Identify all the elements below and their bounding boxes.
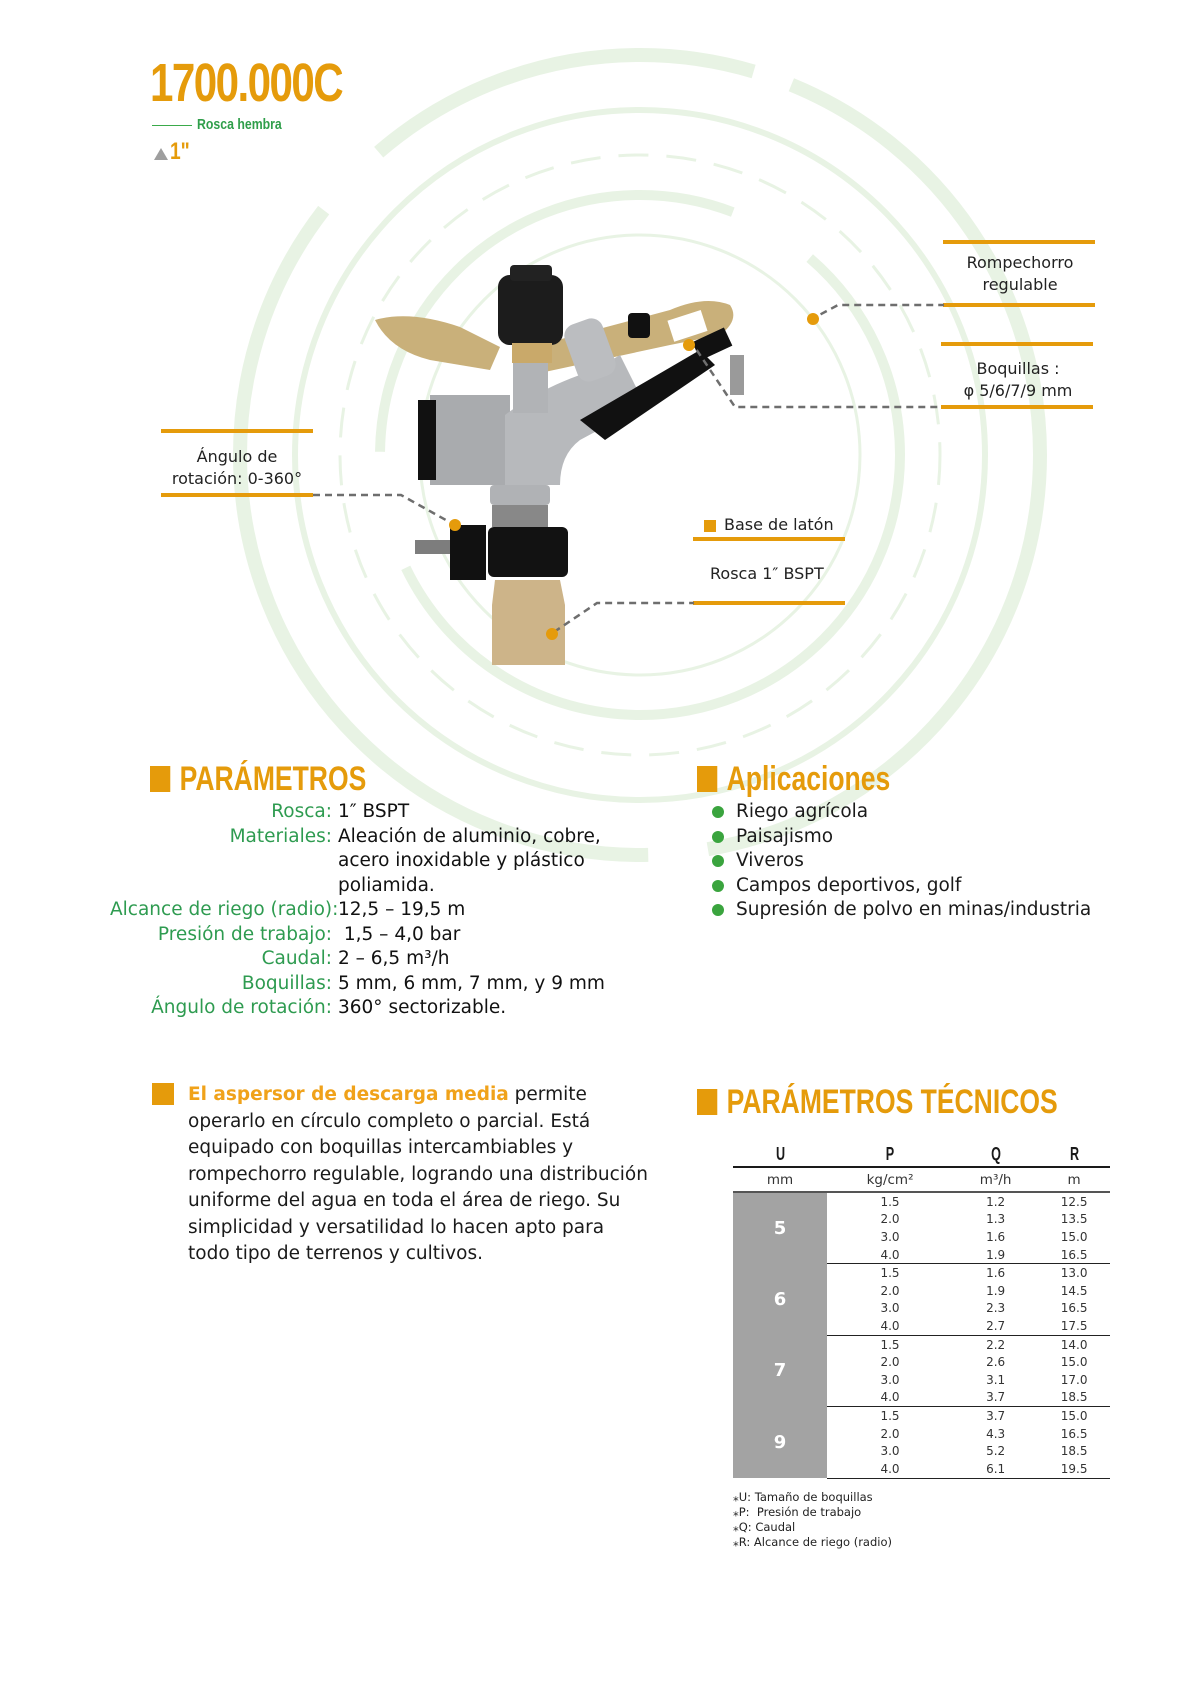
table-row — [733, 1335, 1110, 1353]
pressure-cell: 2.0 — [880, 1283, 900, 1298]
column-header: U — [775, 1143, 785, 1164]
param-row — [110, 898, 668, 923]
param-label: Alcance de riego (radio): — [110, 899, 339, 920]
param-value: 1″ BSPT — [338, 801, 410, 822]
radius-cell: 17.5 — [1038, 1317, 1110, 1335]
table-header-row — [733, 1142, 1110, 1167]
brass-arm-left — [375, 316, 500, 370]
param-value: Aleación de aluminio, cobre, acero inoxidable y plástico poliamida. — [338, 825, 601, 896]
pressure-cell: 3.0 — [880, 1229, 900, 1244]
radius-cell: 15.0 — [1060, 1229, 1088, 1244]
pressure-cell: 2.0 — [880, 1426, 900, 1441]
pressure-cell: 1.5 — [880, 1337, 900, 1352]
flow-cell: 2.2 — [986, 1337, 1006, 1352]
pressure-cell: 3.0 — [880, 1301, 900, 1316]
radius-cell: 18.5 — [1038, 1389, 1110, 1407]
param-label: Presión de trabajo: — [157, 923, 332, 945]
list-item: Paisajismo — [712, 825, 1091, 850]
square-icon — [697, 766, 717, 792]
table-row — [733, 1192, 1110, 1211]
bullet-icon — [712, 806, 724, 818]
unit-cell: m — [1038, 1167, 1110, 1192]
flow-cell: 1.9 — [953, 1246, 1038, 1264]
pressure-cell: 1.5 — [880, 1408, 900, 1423]
param-value: 2 – 6,5 m³/h — [338, 948, 450, 969]
radius-cell: 14.5 — [1060, 1283, 1088, 1298]
callout-boquillas-title: Boquillas : — [976, 359, 1060, 378]
table-row — [733, 1264, 1110, 1282]
list-item: Supresión de polvo en minas/industria — [712, 898, 1091, 923]
param-row — [110, 825, 668, 899]
param-label: Ángulo de rotación: — [151, 997, 332, 1018]
flow-cell: 1.3 — [986, 1212, 1006, 1227]
flow-cell: 3.7 — [953, 1389, 1038, 1407]
flow-cell: 1.9 — [986, 1283, 1006, 1298]
pressure-cell: 4.0 — [827, 1460, 953, 1478]
callout-dot — [807, 313, 819, 325]
flow-cell: 2.7 — [953, 1317, 1038, 1335]
note: ⁎P: Presión de trabajo — [733, 1505, 862, 1519]
pressure-cell: 2.0 — [880, 1212, 900, 1227]
radius-cell: 16.5 — [1060, 1426, 1088, 1441]
product-size: 1" — [170, 138, 190, 165]
list-item: Riego agrícola — [712, 800, 1091, 825]
flow-cell: 1.2 — [986, 1194, 1006, 1209]
black-cap — [498, 275, 563, 345]
triangle-icon — [154, 148, 168, 160]
flow-cell: 3.1 — [986, 1372, 1006, 1387]
column-header: Q — [990, 1143, 1001, 1164]
radius-cell: 12.5 — [1060, 1194, 1088, 1209]
product-subtitle: Rosca hembra — [197, 116, 282, 133]
callout-dot — [683, 339, 695, 351]
parameters-list — [110, 800, 668, 1021]
param-row — [110, 800, 668, 825]
square-icon — [704, 520, 716, 532]
note: ⁎Q: Caudal — [733, 1520, 796, 1534]
pressure-cell: 4.0 — [827, 1246, 953, 1264]
note: ⁎R: Alcance de riego (radio) — [733, 1535, 892, 1549]
square-icon — [697, 1089, 717, 1115]
black-ring — [488, 527, 568, 577]
radius-cell: 19.5 — [1038, 1460, 1110, 1478]
param-value: 12,5 – 19,5 m — [338, 899, 466, 920]
pressure-cell: 3.0 — [880, 1372, 900, 1387]
unit-cell: m³/h — [953, 1167, 1038, 1192]
bullet-icon — [712, 880, 724, 892]
nozzle-size-cell: 9 — [733, 1407, 827, 1478]
callout-rosca: Rosca 1″ BSPT — [710, 564, 824, 583]
square-icon — [150, 766, 170, 792]
description-highlight: El aspersor de descarga media — [188, 1084, 509, 1105]
radius-cell: 17.0 — [1060, 1372, 1088, 1387]
param-value: 360° sectorizable. — [338, 997, 507, 1018]
callout-angulo-line1: Ángulo de — [196, 447, 278, 466]
leader-line — [313, 490, 463, 530]
leader-line — [810, 295, 950, 325]
section-title-parametros: PARÁMETROS — [150, 762, 366, 796]
callout-dot — [546, 628, 558, 640]
param-value: 1,5 – 4,0 bar — [338, 923, 461, 945]
callout-rompechorro: Rompechorro regulable — [966, 253, 1074, 294]
callout-bar — [941, 342, 1093, 346]
leader-line — [552, 598, 696, 638]
flow-cell: 4.3 — [986, 1426, 1006, 1441]
param-row — [110, 947, 668, 972]
radius-cell: 13.0 — [1060, 1266, 1088, 1281]
column-header: R — [1069, 1143, 1079, 1164]
description-text: permite operarlo en círculo completo o parcial. Está equipado con boquillas intercambiables y rompechorro regulable, logrando una distribución uniforme del agua en toda el área de riego. Su simplicidad y versatilidad lo hacen apto para todo tipo de terrenos y cultivos. — [188, 1084, 648, 1264]
pressure-cell: 2.0 — [880, 1355, 900, 1370]
callout-bar — [693, 601, 845, 605]
param-row — [110, 996, 668, 1021]
nozzle-size-cell: 5 — [733, 1192, 827, 1264]
table-units-row — [733, 1167, 1110, 1192]
section-title-tecnicos: PARÁMETROS TÉCNICOS — [697, 1085, 1058, 1119]
bullet-icon — [712, 904, 724, 916]
param-label: Materiales: — [229, 825, 332, 847]
unit-cell: kg/cm² — [827, 1167, 953, 1192]
flow-cell: 5.2 — [986, 1444, 1006, 1459]
flow-cell: 2.6 — [986, 1355, 1006, 1370]
flow-cell: 1.6 — [986, 1229, 1006, 1244]
callout-bar — [161, 429, 313, 433]
callout-bar — [943, 240, 1095, 244]
callout-dot — [449, 519, 461, 531]
table-row — [733, 1407, 1110, 1425]
callout-boquillas — [943, 358, 1093, 402]
list-item: Campos deportivos, golf — [712, 874, 1091, 899]
list-item: Viveros — [712, 849, 1091, 874]
callout-base: Base de latón — [724, 515, 834, 534]
param-label: Boquillas: — [241, 972, 332, 994]
pressure-cell: 3.0 — [880, 1444, 900, 1459]
product-model: 1700.000C — [150, 53, 343, 113]
radius-cell: 16.5 — [1060, 1301, 1088, 1316]
pressure-cell: 4.0 — [827, 1317, 953, 1335]
radius-cell: 14.0 — [1060, 1337, 1088, 1352]
body-block — [430, 395, 510, 485]
param-value: 5 mm, 6 mm, 7 mm, y 9 mm — [338, 972, 605, 994]
leader-line — [690, 340, 946, 410]
param-row — [110, 923, 668, 948]
section-title-aplicaciones: Aplicaciones — [697, 762, 890, 796]
technical-table — [733, 1142, 1110, 1479]
callout-bar — [941, 405, 1093, 409]
radius-cell: 18.5 — [1060, 1444, 1088, 1459]
flow-cell: 6.1 — [953, 1460, 1038, 1478]
square-icon — [152, 1083, 174, 1105]
callout-angulo — [161, 446, 313, 490]
bullet-icon — [712, 855, 724, 867]
flow-cell: 1.6 — [986, 1266, 1006, 1281]
subtitle-divider — [152, 125, 192, 126]
product-description — [188, 1082, 648, 1268]
radius-cell: 15.0 — [1060, 1355, 1088, 1370]
table-notes — [733, 1490, 892, 1550]
param-label: Caudal: — [261, 948, 332, 969]
callout-bar — [161, 493, 313, 497]
applications-list — [712, 800, 1091, 923]
callout-angulo-line2: rotación: 0-360° — [171, 469, 303, 488]
pressure-cell: 4.0 — [827, 1389, 953, 1407]
radius-cell: 16.5 — [1038, 1246, 1110, 1264]
radius-cell: 15.0 — [1060, 1408, 1088, 1423]
pressure-cell: 1.5 — [880, 1194, 900, 1209]
callout-bar — [943, 303, 1095, 307]
column-header: P — [885, 1143, 895, 1164]
note: ⁎U: Tamaño de boquillas — [733, 1490, 873, 1504]
bullet-icon — [712, 831, 724, 843]
radius-cell: 13.5 — [1060, 1212, 1088, 1227]
pressure-cell: 1.5 — [880, 1266, 900, 1281]
table-body — [733, 1192, 1110, 1478]
param-label: Rosca: — [271, 801, 332, 822]
param-row — [110, 972, 668, 997]
callout-boquillas-value: φ 5/6/7/9 mm — [963, 381, 1073, 400]
flow-cell: 2.3 — [986, 1301, 1006, 1316]
nozzle-size-cell: 7 — [733, 1335, 827, 1406]
flow-cell: 3.7 — [986, 1408, 1006, 1423]
unit-cell: mm — [733, 1167, 827, 1192]
nozzle-size-cell: 6 — [733, 1264, 827, 1335]
callout-bar — [693, 537, 845, 541]
